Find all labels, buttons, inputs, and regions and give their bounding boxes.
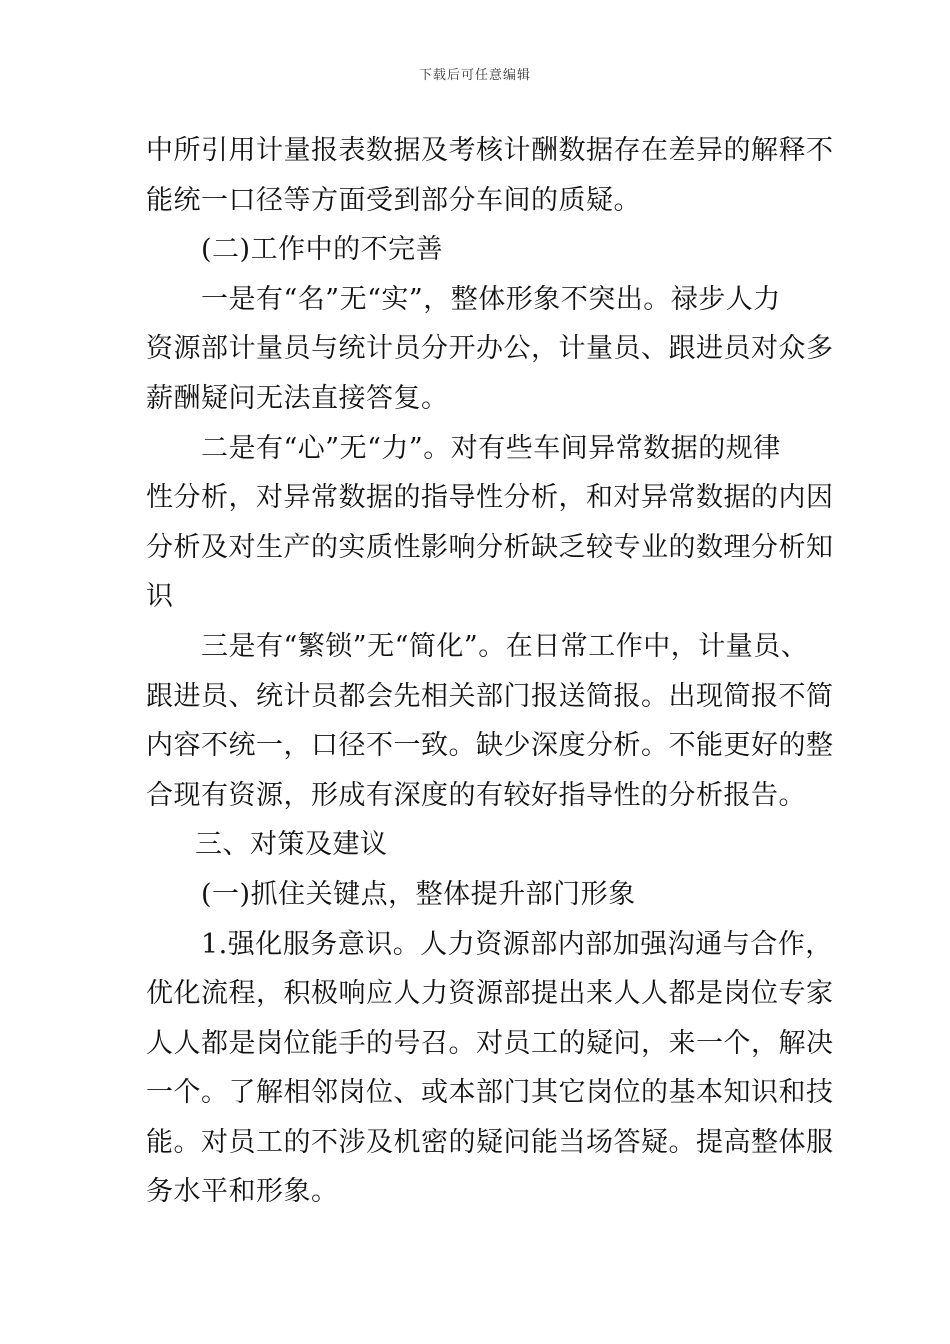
text-line: 中所引用计量报表数据及考核计酬数据存在差异的解释不: [146, 135, 834, 166]
document-body: [146, 126, 834, 1217]
section-heading: (一)抓住关键点，整体提升部门形象: [201, 878, 636, 910]
section-heading: 三、对策及建议: [195, 829, 388, 861]
text-line: 一个。了解相邻岗位、或本部门其它岗位的基本知识和技: [146, 1077, 834, 1109]
text-line: 薪酬疑问无法直接答复。: [146, 382, 449, 414]
text-line: 内容不统一，口径不一致。缺少深度分析。不能更好的整: [146, 730, 834, 762]
text-line: 分析及对生产的实质性影响分析缺乏较专业的数理分析知: [146, 531, 834, 563]
text-line: 能统一口径等方面受到部分车间的质疑。: [146, 184, 641, 216]
text-line: 资源部计量员与统计员分开办公，计量员、跟进员对众多: [146, 333, 834, 365]
text-line: 能。对员工的不涉及机密的疑问能当场答疑。提高整体服: [146, 1126, 834, 1158]
text-line: 优化流程，积极响应人力资源部提出来人人都是岗位专家: [146, 978, 834, 1010]
text-line: 识: [146, 581, 174, 613]
text-line: 一是有“名”无“实”，整体形象不突出。禄步人力: [201, 283, 781, 315]
text-line: 跟进员、统计员都会先相关部门报送简报。出现简报不简: [146, 680, 834, 712]
text-line: 性分析，对异常数据的指导性分析，和对异常数据的内因: [146, 482, 834, 514]
text-line: 务水平和形象。: [146, 1176, 339, 1208]
page-header: 下载后可任意编辑: [418, 68, 531, 83]
text-line: 人人都是岗位能手的号召。对员工的疑问，来一个，解决: [146, 1027, 834, 1059]
text-line: 1.强化服务意识。人力资源部内部加强沟通与合作，: [201, 928, 833, 960]
text-line: 二是有“心”无“力”。对有些车间异常数据的规律: [201, 432, 781, 464]
text-line: 三是有“繁锁”无“简化”。在日常工作中，计量员、: [201, 630, 809, 662]
section-heading: (二)工作中的不完善: [201, 234, 444, 266]
text-line: 合现有资源，形成有深度的有较好指导性的分析报告。: [146, 779, 806, 811]
